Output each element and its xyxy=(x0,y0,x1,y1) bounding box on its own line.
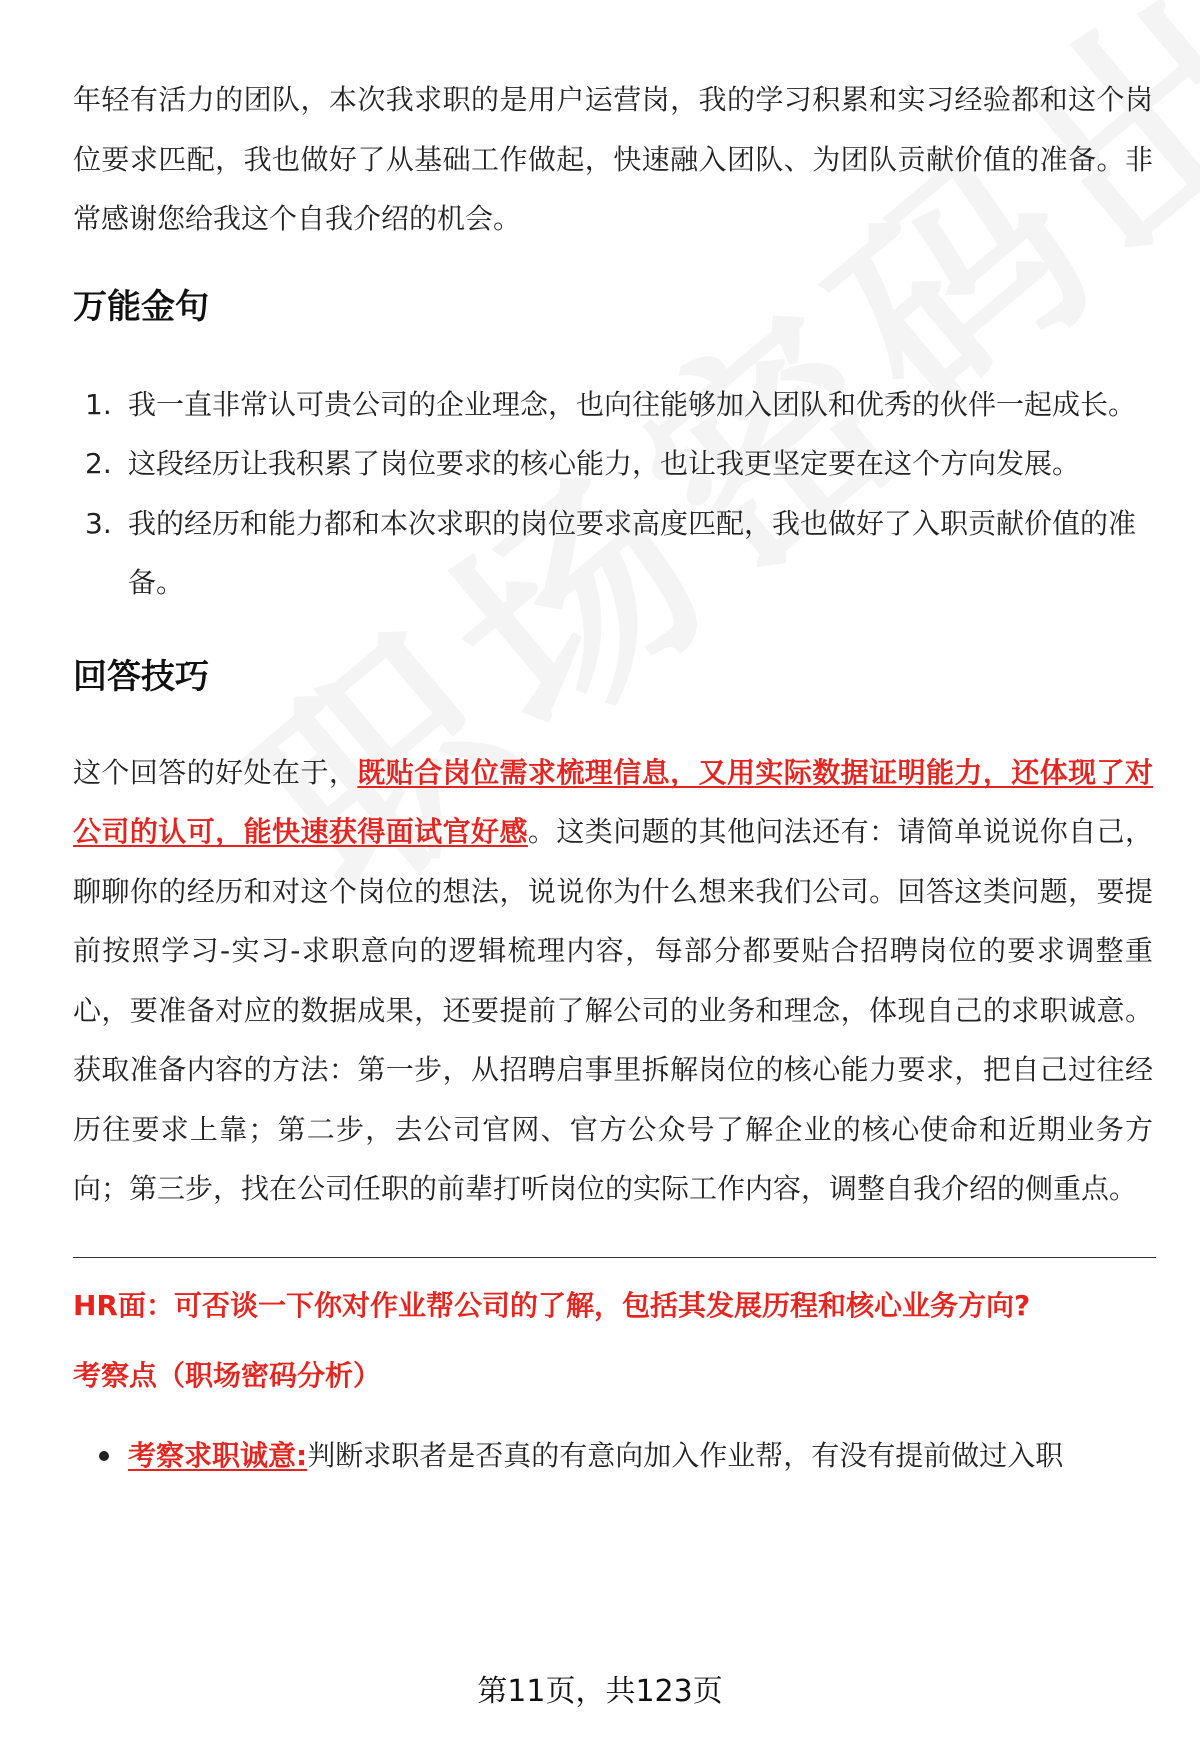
tips-lead: 这个回答的好处在于， xyxy=(73,755,358,789)
assessment-list xyxy=(73,1434,1153,1478)
list-item: 2. 这段经历让我积累了岗位要求的核心能力，也让我更坚定要在这个方向发展。 xyxy=(85,447,1081,480)
page-footer: 第11页，共123页 xyxy=(477,1674,723,1709)
tips-paragraph xyxy=(73,743,1153,1219)
list-item: 1. 我一直非常认可贵公司的企业理念，也向往能够加入团队和优秀的伙伴一起成长。 xyxy=(85,387,1137,421)
hr-question: HR面：可否谈一下你对作业帮公司的了解，包括其发展历程和核心业务方向? xyxy=(73,1288,1031,1322)
tips-highlight: 既贴合岗位需求梳理信息，又用实际数据证明能力，还体现了对公司的认可，能快速获得面试官好感 xyxy=(73,755,1153,848)
assessment-label: 考察求职诚意: xyxy=(128,1438,308,1472)
assessment-title: 考察点（职场密码分析） xyxy=(73,1358,382,1392)
intro-paragraph: 年轻有活力的团队，本次我求职的是用户运营岗，我的学习积累和实习经验都和这个岗位要求匹配，我也做好了从基础工作做起，快速融入团队、为团队贡献价值的准备。非常感谢您给我这个自我介绍的机会。 xyxy=(73,83,1153,235)
assessment-text: 判断求职者是否真的有意向加入作业帮，有没有提前做过入职 xyxy=(307,1438,1064,1472)
tips-rest: 。这类问题的其他问法还有：请简单说说你自己，聊聊你的经历和对这个岗位的想法，说说你为什么想来我们公司。回答这类问题，要提前按照学习-实习-求职意向的逻辑梳理内容，每部分都要贴合招聘岗位的要求调整重心，要准备对应的数据成果，还要提前了解公司的业务和理念，体现自己的求职诚意。获取准备内容的方法：第一步，从招聘启事里拆解岗位的核心能力要求，把自己过往经历往要求上靠；第二步，去公司官网、官方公众号了解企业的核心使命和近期业务方向；第三步，找在公司任职的前辈打听岗位的实际工作内容，调整自我介绍的侧重点。 xyxy=(73,815,1153,1205)
phrases-list xyxy=(73,375,1153,613)
section-title-phrases: 万能金句 xyxy=(73,286,209,327)
list-item xyxy=(73,1434,1153,1478)
divider xyxy=(73,1257,1156,1258)
bullet-icon xyxy=(99,1451,109,1461)
list-item: 3. 我的经历和能力都和本次求职的岗位要求高度匹配，我也做好了入职贡献价值的准备。 xyxy=(85,506,1137,599)
section-title-tips: 回答技巧 xyxy=(73,656,209,697)
content xyxy=(73,70,1153,1478)
